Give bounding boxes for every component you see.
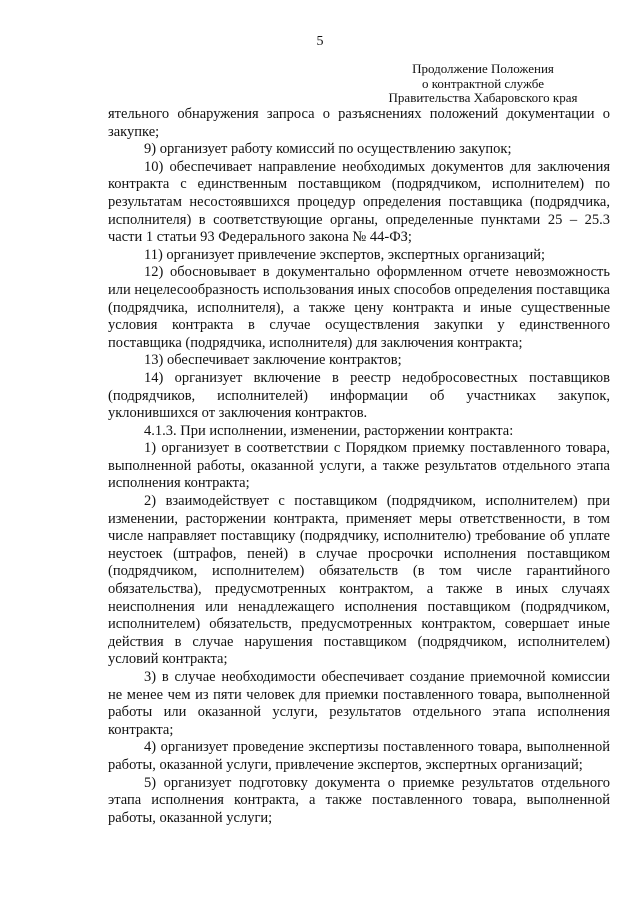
paragraph-subitem-3: 3) в случае необходимости обеспечивает создание приемочной комиссии не менее чем из пяти человек для приемки поставленного товара, выполненной работы или оказанной услуги, результатов отдельного этапа исполнения контракта; <box>108 669 610 738</box>
header-note-line-2: о контрактной службе <box>421 75 545 91</box>
paragraph-item-13: 13) обеспечивает заключение контрактов; <box>144 352 402 369</box>
paragraph-subitem-1: 1) организует в соответствии с Порядком приемку поставленного товара, выполненной работы, оказанной услуги, а также результатов отдельного этапа исполнения контракта; <box>108 440 610 492</box>
page-number: 5 <box>316 34 324 49</box>
paragraph-item-10: 10) обеспечивает направление необходимых документов для заключения контракта с единственным поставщиком (подрядчиком, исполнителем) по результатам несостоявшихся процедур определения поставщика (подрядчика, исполнителя) в соответствующие органы, определенные пунктами 25 – 25.3 части 1 статьи 93 Федерального закона № 44-ФЗ; <box>108 158 610 246</box>
paragraph-subitem-5: 5) организует подготовку документа о приемке результатов отдельного этапа исполнения контракта, а также поставленного товара, выполненной работы, оказанной услуги; <box>108 774 610 826</box>
paragraph-item-14: 14) организует включение в реестр недобросовестных поставщиков (подрядчиков, исполнителей) информации об участниках закупок, уклонившихся от заключения контрактов. <box>108 369 610 422</box>
section-heading-4-1-3: 4.1.3. При исполнении, изменении, расторжении контракта: <box>144 422 514 439</box>
header-note <box>358 62 608 106</box>
paragraph-item-11: 11) организует привлечение экспертов, экспертных организаций; <box>144 246 546 263</box>
header-note-line-1: Продолжение Положения <box>412 61 554 76</box>
paragraph-item-9: 9) организует работу комиссий по осуществлению закупок; <box>144 141 512 158</box>
document-body <box>108 106 610 827</box>
paragraph-subitem-2: 2) взаимодействует с поставщиком (подрядчиком, исполнителем) при изменении, расторжении контракта, применяет меры ответственности, в том числе направляет поставщику (подрядчику, исполнителю) требование об уплате неустоек (штрафов, пеней) в случае просрочки исполнения поставщиком (подрядчиком, исполнителем) обязательств (в том числе гарантийного обязательства), предусмотренных контрактом, а также в иных случаях неисполнения или ненадлежащего исполнения поставщиком (подрядчиком, исполнителем) обязательств, предусмотренных контрактом, совершает иные действия в случае нарушения поставщиком (подрядчиком, исполнителем) условий контракта; <box>108 493 610 668</box>
paragraph-continuation: ятельного обнаружения запроса о разъяснениях положений документации о закупке; <box>108 106 610 140</box>
paragraph-subitem-4: 4) организует проведение экспертизы поставленного товара, выполненной работы, оказанной услуги, привлечение экспертов, экспертных организаций; <box>108 739 610 773</box>
header-note-line-3: Правительства Хабаровского края <box>388 90 578 105</box>
paragraph-item-12: 12) обосновывает в документально оформленном отчете невозможность или нецелесообразность использования иных способов определения поставщика (подрядчика, исполнителя), а также цену контракта и иные существенные условия контракта в случае осуществления закупки у единственного поставщика (подрядчика, исполнителя) для заключения контракта; <box>108 264 610 351</box>
